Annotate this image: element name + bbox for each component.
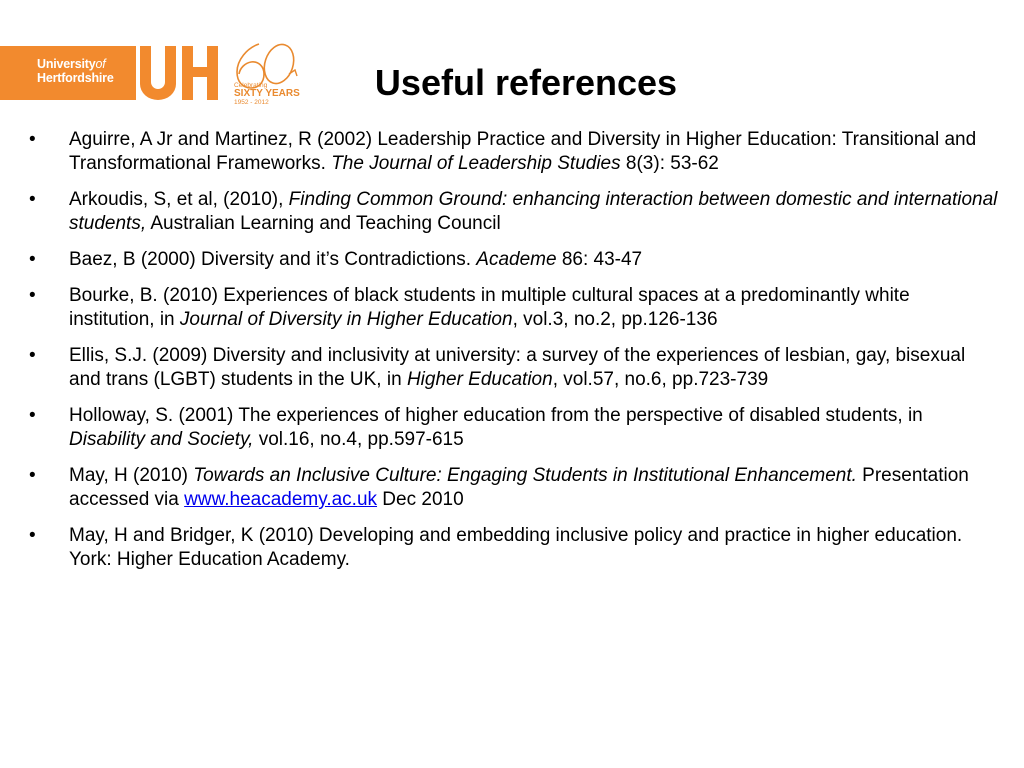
logo-of: of	[95, 57, 106, 71]
reference-text: vol.16, no.4, pp.597-615	[253, 429, 464, 450]
reference-italic-text: Towards an Inclusive Culture: Engaging Students in Institutional Enhancement.	[193, 465, 857, 486]
anniversary-celebrating: Celebrating	[234, 82, 268, 89]
reference-text: Presentation accessed via	[69, 465, 969, 510]
reference-text: May, H (2010)	[69, 465, 194, 486]
logo-university: University	[37, 57, 96, 71]
reference-text: Baez, B (2000) Diversity and it’s Contradictions.	[69, 249, 477, 270]
reference-text: Australian Learning and Teaching Council	[146, 213, 501, 234]
reference-item	[0, 188, 1000, 236]
reference-italic-text: Academe	[476, 249, 557, 270]
reference-italic-text: The Journal of Leadership Studies	[331, 153, 621, 174]
reference-text: Bourke, B. (2010) Experiences of black students in multiple cultural spaces at a predominantly white institution, in	[69, 285, 910, 330]
bullet-icon: •	[29, 249, 36, 270]
reference-italic-text: Journal of Diversity in Higher Education	[179, 309, 513, 330]
slide-title: Useful references	[374, 62, 678, 103]
anniversary-dates: 1952 - 2012	[234, 99, 269, 106]
reference-item	[0, 404, 1000, 452]
reference-text: May, H and Bridger, K (2010) Developing and embedding inclusive policy and practice in higher education. York: Higher Education Academy.	[69, 525, 963, 570]
reference-italic-text: Finding Common Ground: enhancing interaction between domestic and international students,	[69, 189, 998, 234]
reference-item	[0, 344, 1000, 392]
reference-italic-text: Higher Education	[406, 369, 553, 390]
reference-text: Ellis, S.J. (2009) Diversity and inclusivity at university: a survey of the experiences of lesbian, gay, bisexual and trans (LGBT) students in the UK, in	[69, 345, 966, 390]
reference-item	[0, 248, 1000, 272]
reference-list	[0, 128, 1000, 584]
logo-hertfordshire: Hertfordshire	[37, 71, 114, 85]
reference-item	[0, 464, 1000, 512]
reference-text: Holloway, S. (2001) The experiences of higher education from the perspective of disabled students, in	[69, 405, 923, 426]
reference-item	[0, 128, 1000, 176]
bullet-icon: •	[29, 525, 36, 546]
reference-text: Arkoudis, S, et al, (2010),	[69, 189, 289, 210]
bullet-icon: •	[29, 345, 36, 366]
bullet-icon: •	[29, 285, 36, 306]
reference-text: , vol.57, no.6, pp.723-739	[552, 369, 769, 390]
reference-item	[0, 284, 1000, 332]
reference-text: 86: 43-47	[556, 249, 643, 270]
anniversary-sixty-years: SIXTY YEARS	[234, 88, 300, 99]
reference-text: Dec 2010	[377, 489, 464, 510]
bullet-icon: •	[29, 465, 36, 486]
reference-text: Aguirre, A Jr and Martinez, R (2002) Leadership Practice and Diversity in Higher Education: Transitional and Transformational Frameworks.	[69, 129, 977, 174]
reference-italic-text: Disability and Society,	[69, 429, 254, 450]
reference-link[interactable]: www.heacademy.ac.uk	[184, 489, 378, 510]
reference-text: , vol.3, no.2, pp.126-136	[512, 309, 718, 330]
bullet-icon: •	[29, 129, 36, 150]
bullet-icon: •	[29, 405, 36, 426]
bullet-icon: •	[29, 189, 36, 210]
reference-item	[0, 524, 1000, 572]
reference-text: 8(3): 53-62	[620, 153, 719, 174]
